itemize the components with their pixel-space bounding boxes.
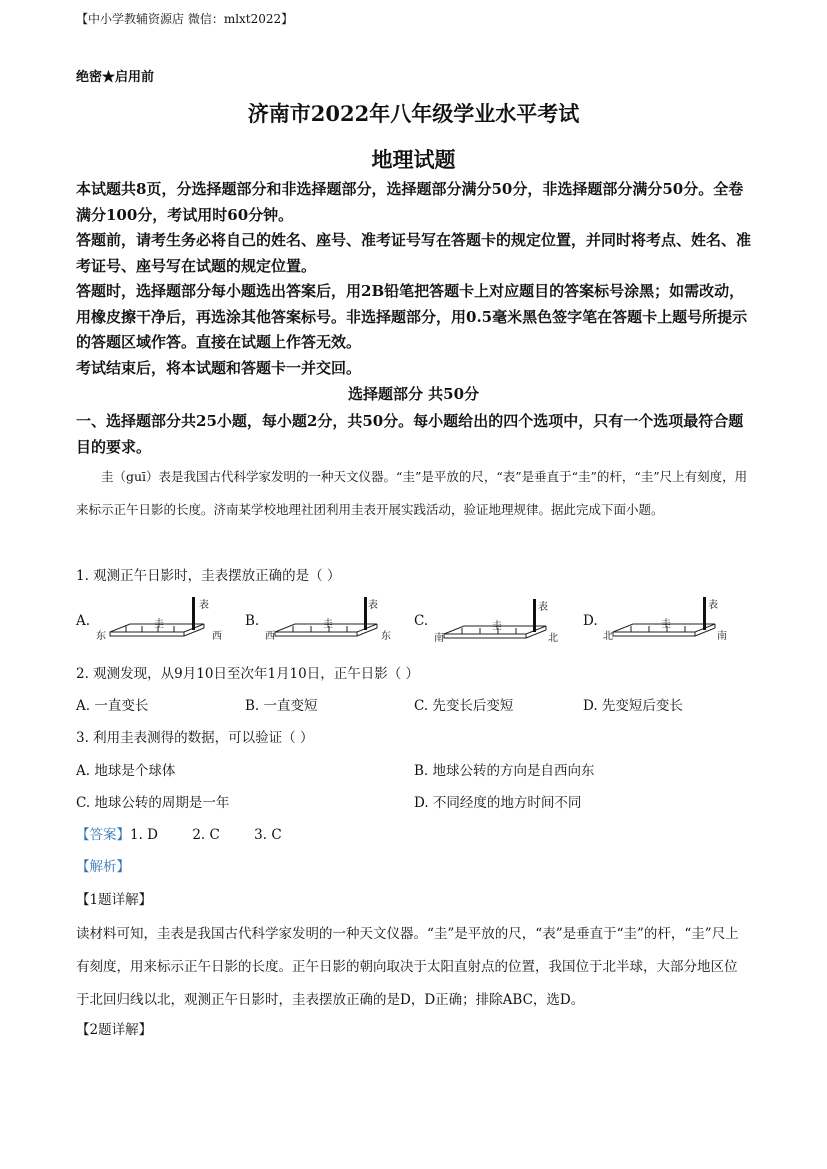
- note-1: 本试题共8页，分选择题部分和非选择题部分，选择题部分满分50分，非选择题部分满分50分。全卷满分100分，考试用时60分钟。: [76, 180, 744, 224]
- note-3: 答题时，选择题部分每小题选出答案后，用2B铅笔把答题卡上对应题目的答案标号涂黑；如需改动，用橡皮擦干净后，再选涂其他答案标号。非选择题部分，用0.5毫米黑色签字笔在答题卡上题号所提示的答题区域作答。直接在试题上作答无效。: [76, 282, 748, 351]
- detail-1-text: 读材料可知，圭表是我国古代科学家发明的一种天文仪器。“圭”是平放的尺，“表”是垂直于“圭”的杆，“圭”尺上有刻度，用来标示正午日影的长度。正午日影的朝向取决于太阳直射点的位置，我国位于北半球，大部分地区位于北回归线以北，观测正午日影时，圭表摆放正确的是D，D正确；排除ABC，选D。: [76, 926, 739, 1008]
- q1-figure-b: [265, 594, 395, 648]
- q3-option-b[interactable]: B. 地球公转的方向是自西向东: [414, 763, 595, 779]
- q2-option-c[interactable]: C. 先变长后变短: [414, 698, 514, 714]
- part-title: 选择题部分 共50分: [347, 385, 480, 403]
- question-3-stem: 3. 利用圭表测得的数据，可以验证（ ）: [76, 730, 314, 746]
- q2-option-d[interactable]: D. 先变短后变长: [583, 698, 683, 714]
- q3-option-d[interactable]: D. 不同经度的地方时间不同: [414, 795, 582, 811]
- q1-figure-d: [603, 594, 733, 648]
- q1-option-a-letter[interactable]: A.: [76, 613, 91, 629]
- biao-label: 表: [368, 600, 378, 611]
- exam-title: 济南市2022年八年级学业水平考试: [247, 101, 580, 126]
- direction-label-right: 南: [717, 631, 727, 642]
- section-instructions: 一、选择题部分共25小题，每小题2分，共50分。每小题给出的四个选项中，只有一个选项最符合题目的要求。: [76, 412, 744, 456]
- exam-subtitle: 地理试题: [371, 147, 456, 172]
- note-2: 答题前，请考生务必将自己的姓名、座号、准考证号写在答题卡的规定位置，并同时将考点、姓名、准考证号、座号写在试题的规定位置。: [76, 231, 752, 275]
- direction-label-left: 东: [96, 631, 106, 642]
- answer-text: 1. D 2. C 3. C: [130, 827, 282, 843]
- q3-option-a[interactable]: A. 地球是个球体: [76, 763, 176, 779]
- direction-label-right: 北: [548, 633, 558, 644]
- question-1-stem: 1. 观测正午日影时，圭表摆放正确的是（ ）: [76, 568, 341, 584]
- direction-label-left: 西: [265, 631, 275, 642]
- page-header: 【中小学教辅资源店 微信：mlxt2022】: [76, 12, 294, 26]
- q1-option-d-letter[interactable]: D.: [583, 613, 598, 629]
- biao-label: 表: [538, 602, 548, 613]
- question-2-stem: 2. 观测发现，从9月10日至次年1月10日，正午日影（ ）: [76, 666, 419, 682]
- note-4: 考试结束后，将本试题和答题卡一并交回。: [76, 358, 362, 377]
- biao-label: 表: [708, 600, 718, 611]
- gui-label: 圭: [661, 619, 671, 630]
- gui-label: 圭: [154, 619, 164, 630]
- q1-figure-a: [96, 594, 226, 648]
- detail-1-title: 【1题详解】: [76, 892, 153, 908]
- answer-line: [76, 823, 282, 843]
- exam-notes: [76, 177, 756, 381]
- q1-figure-c: [434, 594, 564, 648]
- q1-option-b-letter[interactable]: B.: [245, 613, 260, 629]
- direction-label-right: 西: [212, 631, 222, 642]
- q2-option-b[interactable]: B. 一直变短: [245, 698, 318, 714]
- q1-option-c-letter[interactable]: C.: [414, 613, 429, 629]
- gui-label: 圭: [492, 621, 502, 632]
- q3-option-c[interactable]: C. 地球公转的周期是一年: [76, 795, 230, 811]
- direction-label-left: 南: [434, 633, 444, 644]
- analysis-tag: 【解析】: [76, 859, 130, 875]
- direction-label-right: 东: [381, 631, 391, 642]
- biao-label: 表: [199, 600, 209, 611]
- reading-material: 圭（guī）表是我国古代科学家发明的一种天文仪器。“圭”是平放的尺，“表”是垂直于“圭”的杆，“圭”尺上有刻度，用来标示正午日影的长度。济南某学校地理社团利用圭表开展实践活动，验证地理规律。据此完成下面小题。: [76, 469, 748, 517]
- direction-label-left: 北: [603, 631, 613, 642]
- q2-option-a[interactable]: A. 一直变长: [76, 698, 149, 714]
- gui-label: 圭: [323, 619, 333, 630]
- detail-2-title: 【2题详解】: [76, 1022, 153, 1038]
- secret-label: 绝密★启用前: [76, 70, 155, 85]
- answer-tag: 【答案】: [76, 827, 130, 843]
